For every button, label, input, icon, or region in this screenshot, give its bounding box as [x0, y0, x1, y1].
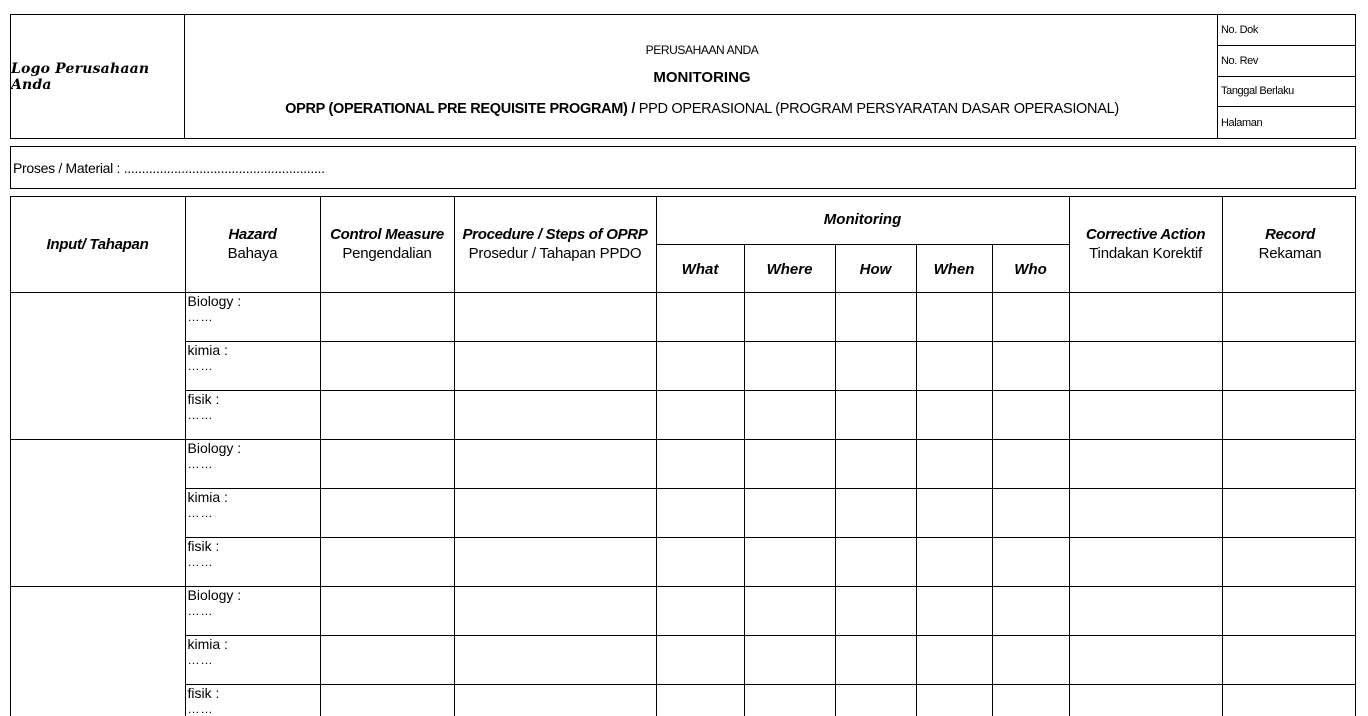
- how-cell[interactable]: [835, 390, 916, 439]
- where-cell[interactable]: [744, 439, 835, 488]
- what-cell[interactable]: [656, 390, 744, 439]
- hazard-label: Biology :: [188, 440, 242, 456]
- where-cell[interactable]: [744, 537, 835, 586]
- control-cell[interactable]: [320, 684, 454, 716]
- who-cell[interactable]: [992, 635, 1069, 684]
- procedure-cell[interactable]: [454, 488, 656, 537]
- control-cell[interactable]: [320, 635, 454, 684]
- when-cell[interactable]: [916, 439, 992, 488]
- hazard-cell[interactable]: [185, 292, 320, 341]
- record-cell[interactable]: [1222, 684, 1356, 716]
- who-cell[interactable]: [992, 684, 1069, 716]
- subtitle-bold: OPRP (OPERATIONAL PRE REQUISITE PROGRAM) /: [285, 101, 635, 117]
- what-cell[interactable]: [656, 635, 744, 684]
- what-cell[interactable]: [656, 292, 744, 341]
- monitoring-table-wrapper: [10, 196, 1356, 716]
- table-row: [10, 341, 1356, 390]
- col-corrective-en: Corrective Action: [1070, 226, 1222, 243]
- corrective-cell[interactable]: [1069, 390, 1222, 439]
- col-input-tahapan: [10, 196, 185, 292]
- procedure-cell[interactable]: [454, 635, 656, 684]
- col-record-id: Rekaman: [1223, 245, 1356, 262]
- when-cell[interactable]: [916, 586, 992, 635]
- how-cell[interactable]: [835, 341, 916, 390]
- table-body: [10, 292, 1356, 716]
- corrective-cell[interactable]: [1069, 488, 1222, 537]
- hazard-cell[interactable]: [185, 684, 320, 716]
- where-cell[interactable]: [744, 341, 835, 390]
- col-control-id: Pengendalian: [321, 245, 454, 262]
- record-cell[interactable]: [1222, 292, 1356, 341]
- table-row: [10, 488, 1356, 537]
- procedure-cell[interactable]: [454, 537, 656, 586]
- monitoring-table: [10, 196, 1356, 716]
- control-cell[interactable]: [320, 488, 454, 537]
- procedure-cell[interactable]: [454, 390, 656, 439]
- control-cell[interactable]: [320, 586, 454, 635]
- corrective-cell[interactable]: [1069, 635, 1222, 684]
- input-tahapan-cell[interactable]: [10, 292, 185, 439]
- procedure-cell[interactable]: [454, 341, 656, 390]
- how-cell[interactable]: [835, 635, 916, 684]
- record-cell[interactable]: [1222, 586, 1356, 635]
- procedure-cell[interactable]: [454, 684, 656, 716]
- record-cell[interactable]: [1222, 341, 1356, 390]
- hazard-placeholder: ……: [188, 701, 320, 716]
- what-cell[interactable]: [656, 439, 744, 488]
- corrective-cell[interactable]: [1069, 586, 1222, 635]
- table-row: [10, 292, 1356, 341]
- company-name: PERUSAHAAN ANDA: [185, 43, 1219, 57]
- corrective-cell[interactable]: [1069, 439, 1222, 488]
- corrective-cell[interactable]: [1069, 292, 1222, 341]
- where-cell[interactable]: [744, 390, 835, 439]
- col-control-measure: [320, 196, 454, 292]
- col-monitoring-what: What: [656, 244, 744, 292]
- what-cell[interactable]: [656, 684, 744, 716]
- when-cell[interactable]: [916, 292, 992, 341]
- form-subtitle: [185, 101, 1219, 117]
- col-monitoring-how: How: [835, 244, 916, 292]
- hazard-placeholder: ……: [188, 456, 320, 472]
- doc-field-no-rev: No. Rev: [1218, 46, 1355, 77]
- col-procedure-en: Procedure / Steps of OPRP: [455, 226, 656, 243]
- input-tahapan-cell[interactable]: [10, 439, 185, 586]
- doc-field-halaman: Halaman: [1218, 107, 1355, 138]
- hazard-placeholder: ……: [188, 358, 320, 374]
- document-header: [10, 14, 1356, 139]
- table-row: [10, 684, 1356, 716]
- how-cell[interactable]: [835, 439, 916, 488]
- hazard-cell[interactable]: [185, 341, 320, 390]
- where-cell[interactable]: [744, 488, 835, 537]
- input-tahapan-cell[interactable]: [10, 586, 185, 716]
- record-cell[interactable]: [1222, 537, 1356, 586]
- how-cell[interactable]: [835, 586, 916, 635]
- col-input-label: Input/ Tahapan: [11, 236, 185, 253]
- procedure-cell[interactable]: [454, 292, 656, 341]
- table-row: [10, 390, 1356, 439]
- how-cell[interactable]: [835, 488, 916, 537]
- table-row: [10, 586, 1356, 635]
- what-cell[interactable]: [656, 586, 744, 635]
- col-monitoring: Monitoring: [656, 196, 1069, 244]
- col-monitoring-where: Where: [744, 244, 835, 292]
- control-cell[interactable]: [320, 390, 454, 439]
- when-cell[interactable]: [916, 488, 992, 537]
- what-cell[interactable]: [656, 488, 744, 537]
- hazard-label: kimia :: [188, 489, 228, 505]
- what-cell[interactable]: [656, 341, 744, 390]
- control-cell[interactable]: [320, 292, 454, 341]
- hazard-placeholder: ……: [188, 309, 320, 325]
- company-logo: Logo Perusahaan Anda: [11, 61, 184, 93]
- record-cell[interactable]: [1222, 488, 1356, 537]
- doc-field-no-dok: No. Dok: [1218, 15, 1355, 46]
- control-cell[interactable]: [320, 439, 454, 488]
- who-cell[interactable]: [992, 488, 1069, 537]
- record-cell[interactable]: [1222, 439, 1356, 488]
- when-cell[interactable]: [916, 635, 992, 684]
- hazard-placeholder: ……: [188, 407, 320, 423]
- corrective-cell[interactable]: [1069, 341, 1222, 390]
- hazard-cell[interactable]: [185, 537, 320, 586]
- logo-cell: [11, 15, 185, 138]
- hazard-placeholder: ……: [188, 505, 320, 521]
- control-cell[interactable]: [320, 341, 454, 390]
- record-cell[interactable]: [1222, 635, 1356, 684]
- col-control-en: Control Measure: [321, 226, 454, 243]
- when-cell[interactable]: [916, 684, 992, 716]
- who-cell[interactable]: [992, 390, 1069, 439]
- document-info: [1217, 15, 1355, 138]
- proses-material-field[interactable]: Proses / Material : ........................................................: [10, 146, 1356, 189]
- procedure-cell[interactable]: [454, 439, 656, 488]
- table-row: [10, 635, 1356, 684]
- col-corrective-action: [1069, 196, 1222, 292]
- where-cell[interactable]: [744, 292, 835, 341]
- col-record-en: Record: [1223, 226, 1356, 243]
- how-cell[interactable]: [835, 684, 916, 716]
- when-cell[interactable]: [916, 537, 992, 586]
- hazard-label: fisik :: [188, 685, 220, 701]
- hazard-label: fisik :: [188, 538, 220, 554]
- table-row: [10, 537, 1356, 586]
- col-procedure-id: Prosedur / Tahapan PPDO: [455, 245, 656, 262]
- how-cell[interactable]: [835, 537, 916, 586]
- hazard-cell[interactable]: [185, 488, 320, 537]
- control-cell[interactable]: [320, 537, 454, 586]
- hazard-label: Biology :: [188, 587, 242, 603]
- hazard-cell[interactable]: [185, 635, 320, 684]
- hazard-label: kimia :: [188, 636, 228, 652]
- hazard-label: kimia :: [188, 342, 228, 358]
- hazard-cell[interactable]: [185, 586, 320, 635]
- col-hazard-en: Hazard: [186, 226, 320, 243]
- form-title: MONITORING: [185, 69, 1219, 86]
- hazard-label: Biology :: [188, 293, 242, 309]
- who-cell[interactable]: [992, 292, 1069, 341]
- who-cell[interactable]: [992, 537, 1069, 586]
- hazard-placeholder: ……: [188, 554, 320, 570]
- hazard-label: fisik :: [188, 391, 220, 407]
- what-cell[interactable]: [656, 537, 744, 586]
- col-hazard-id: Bahaya: [186, 245, 320, 262]
- col-procedure: [454, 196, 656, 292]
- col-hazard: [185, 196, 320, 292]
- table-row: [10, 439, 1356, 488]
- who-cell[interactable]: [992, 586, 1069, 635]
- subtitle-normal: PPD OPERASIONAL (PROGRAM PERSYARATAN DASAR OPERASIONAL): [635, 101, 1119, 117]
- hazard-cell[interactable]: [185, 390, 320, 439]
- where-cell[interactable]: [744, 684, 835, 716]
- when-cell[interactable]: [916, 341, 992, 390]
- record-cell[interactable]: [1222, 390, 1356, 439]
- how-cell[interactable]: [835, 292, 916, 341]
- who-cell[interactable]: [992, 341, 1069, 390]
- col-monitoring-who: Who: [992, 244, 1069, 292]
- corrective-cell[interactable]: [1069, 684, 1222, 716]
- procedure-cell[interactable]: [454, 586, 656, 635]
- who-cell[interactable]: [992, 439, 1069, 488]
- doc-field-tanggal-berlaku: Tanggal Berlaku: [1218, 77, 1355, 108]
- title-cell: [185, 15, 1219, 138]
- where-cell[interactable]: [744, 635, 835, 684]
- where-cell[interactable]: [744, 586, 835, 635]
- hazard-placeholder: ……: [188, 652, 320, 668]
- col-corrective-id: Tindakan Korektif: [1070, 245, 1222, 262]
- col-record: [1222, 196, 1356, 292]
- when-cell[interactable]: [916, 390, 992, 439]
- hazard-placeholder: ……: [188, 603, 320, 619]
- corrective-cell[interactable]: [1069, 537, 1222, 586]
- col-monitoring-when: When: [916, 244, 992, 292]
- hazard-cell[interactable]: [185, 439, 320, 488]
